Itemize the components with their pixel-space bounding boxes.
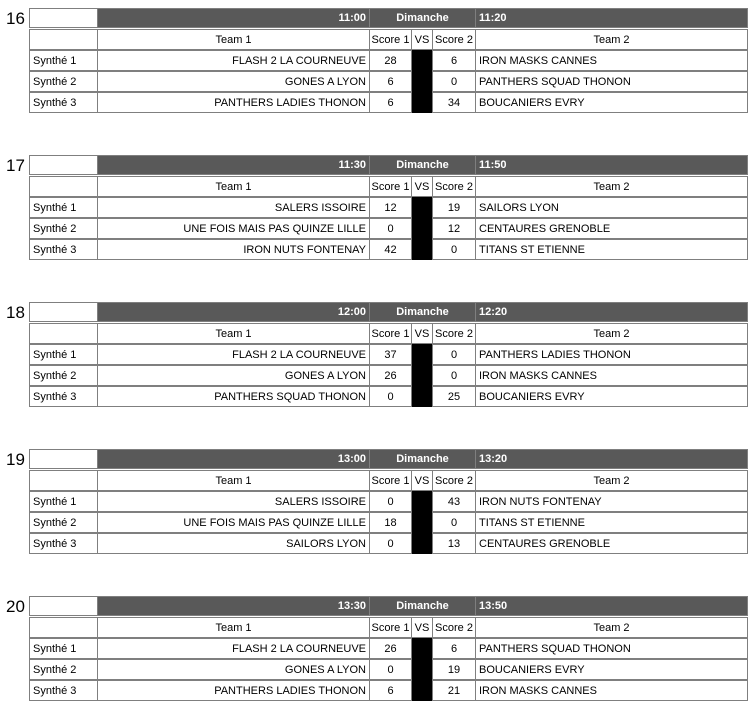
round-number: 20 [6,597,25,616]
score2-value: 0 [432,512,476,533]
vs-cell [412,533,432,554]
score1-value: 18 [369,512,412,533]
team2-name: SAILORS LYON [475,197,748,218]
score1-value: 0 [369,659,412,680]
score1-value: 26 [369,365,412,386]
team1-name: UNE FOIS MAIS PAS QUINZE LILLE [97,218,370,239]
day-label: Dimanche [369,155,476,175]
score1-header: Score 1 [369,29,412,50]
score2-value: 6 [432,638,476,659]
team2-name: BOUCANIERS EVRY [475,659,748,680]
end-time: 13:50 [475,596,748,616]
team1-name: SALERS ISSOIRE [97,491,370,512]
end-time: 11:50 [475,155,748,175]
score2-value: 0 [432,239,476,260]
score1-header: Score 1 [369,617,412,638]
team1-name: SALERS ISSOIRE [97,197,370,218]
field-name: Synthé 1 [29,638,98,659]
score1-value: 0 [369,491,412,512]
field-name: Synthé 2 [29,218,98,239]
score1-value: 37 [369,344,412,365]
field-name: Synthé 3 [29,386,98,407]
score2-value: 19 [432,659,476,680]
vs-cell [412,491,432,512]
score2-value: 0 [432,71,476,92]
field-name: Synthé 1 [29,491,98,512]
header-blank-cell [29,323,98,344]
team2-name: IRON MASKS CANNES [475,50,748,71]
score2-value: 12 [432,218,476,239]
score2-value: 21 [432,680,476,701]
day-label: Dimanche [369,596,476,616]
round-block [0,449,754,554]
team1-name: GONES A LYON [97,71,370,92]
vs-cell [412,638,432,659]
header-blank-cell [29,617,98,638]
team2-name: IRON MASKS CANNES [475,365,748,386]
header-blank-cell [29,470,98,491]
team1-name: IRON NUTS FONTENAY [97,239,370,260]
vs-header: VS [411,617,433,638]
score1-header: Score 1 [369,470,412,491]
header-blank-cell [29,8,98,28]
team2-name: CENTAURES GRENOBLE [475,533,748,554]
team1-header: Team 1 [97,323,370,344]
header-blank-cell [29,449,98,469]
team2-header: Team 2 [475,323,748,344]
field-name: Synthé 2 [29,512,98,533]
start-time: 11:30 [97,155,370,175]
header-blank-cell [29,176,98,197]
day-label: Dimanche [369,449,476,469]
team1-name: PANTHERS LADIES THONON [97,680,370,701]
score2-header: Score 2 [432,176,476,197]
team2-name: PANTHERS LADIES THONON [475,344,748,365]
day-label: Dimanche [369,8,476,28]
field-name: Synthé 3 [29,680,98,701]
vs-header: VS [411,470,433,491]
team2-header: Team 2 [475,176,748,197]
end-time: 12:20 [475,302,748,322]
field-name: Synthé 2 [29,365,98,386]
team1-name: GONES A LYON [97,659,370,680]
score2-header: Score 2 [432,29,476,50]
header-blank-cell [29,29,98,50]
score1-header: Score 1 [369,176,412,197]
team1-name: PANTHERS SQUAD THONON [97,386,370,407]
vs-cell [412,71,432,92]
vs-cell [412,218,432,239]
score2-value: 19 [432,197,476,218]
vs-cell [412,197,432,218]
team2-name: BOUCANIERS EVRY [475,92,748,113]
field-name: Synthé 3 [29,533,98,554]
header-blank-cell [29,596,98,616]
score2-header: Score 2 [432,470,476,491]
end-time: 13:20 [475,449,748,469]
score2-value: 34 [432,92,476,113]
score1-value: 6 [369,92,412,113]
team2-header: Team 2 [475,617,748,638]
start-time: 12:00 [97,302,370,322]
team1-header: Team 1 [97,176,370,197]
score1-value: 0 [369,386,412,407]
team1-name: PANTHERS LADIES THONON [97,92,370,113]
field-name: Synthé 1 [29,197,98,218]
vs-cell [412,365,432,386]
score1-value: 12 [369,197,412,218]
vs-header: VS [411,176,433,197]
field-name: Synthé 1 [29,344,98,365]
score1-value: 0 [369,218,412,239]
score1-value: 28 [369,50,412,71]
team1-header: Team 1 [97,470,370,491]
team2-name: TITANS ST ETIENNE [475,512,748,533]
vs-cell [412,680,432,701]
field-name: Synthé 3 [29,239,98,260]
team1-name: UNE FOIS MAIS PAS QUINZE LILLE [97,512,370,533]
round-block [0,8,754,113]
score2-value: 25 [432,386,476,407]
score2-value: 43 [432,491,476,512]
team2-name: PANTHERS SQUAD THONON [475,71,748,92]
round-number: 19 [6,450,25,469]
score2-header: Score 2 [432,617,476,638]
header-blank-cell [29,302,98,322]
score2-value: 0 [432,344,476,365]
score2-header: Score 2 [432,323,476,344]
score1-value: 26 [369,638,412,659]
team1-name: GONES A LYON [97,365,370,386]
start-time: 13:30 [97,596,370,616]
vs-cell [412,659,432,680]
round-number: 16 [6,9,25,28]
score2-value: 0 [432,365,476,386]
field-name: Synthé 3 [29,92,98,113]
team2-name: PANTHERS SQUAD THONON [475,638,748,659]
score1-value: 6 [369,71,412,92]
vs-header: VS [411,29,433,50]
vs-cell [412,239,432,260]
start-time: 11:00 [97,8,370,28]
team2-header: Team 2 [475,29,748,50]
team2-name: CENTAURES GRENOBLE [475,218,748,239]
score1-header: Score 1 [369,323,412,344]
score2-value: 13 [432,533,476,554]
score1-value: 6 [369,680,412,701]
vs-cell [412,92,432,113]
round-block [0,302,754,407]
vs-cell [412,344,432,365]
vs-cell [412,512,432,533]
round-number: 17 [6,156,25,175]
team1-name: SAILORS LYON [97,533,370,554]
field-name: Synthé 1 [29,50,98,71]
team1-name: FLASH 2 LA COURNEUVE [97,344,370,365]
score1-value: 0 [369,533,412,554]
field-name: Synthé 2 [29,71,98,92]
day-label: Dimanche [369,302,476,322]
team2-name: IRON NUTS FONTENAY [475,491,748,512]
header-blank-cell [29,155,98,175]
round-block [0,155,754,260]
score1-value: 42 [369,239,412,260]
team2-name: TITANS ST ETIENNE [475,239,748,260]
team1-header: Team 1 [97,29,370,50]
team1-name: FLASH 2 LA COURNEUVE [97,638,370,659]
vs-cell [412,50,432,71]
team2-name: IRON MASKS CANNES [475,680,748,701]
team1-name: FLASH 2 LA COURNEUVE [97,50,370,71]
round-block [0,596,754,701]
round-number: 18 [6,303,25,322]
vs-header: VS [411,323,433,344]
score2-value: 6 [432,50,476,71]
vs-cell [412,386,432,407]
start-time: 13:00 [97,449,370,469]
team2-header: Team 2 [475,470,748,491]
field-name: Synthé 2 [29,659,98,680]
end-time: 11:20 [475,8,748,28]
team1-header: Team 1 [97,617,370,638]
team2-name: BOUCANIERS EVRY [475,386,748,407]
